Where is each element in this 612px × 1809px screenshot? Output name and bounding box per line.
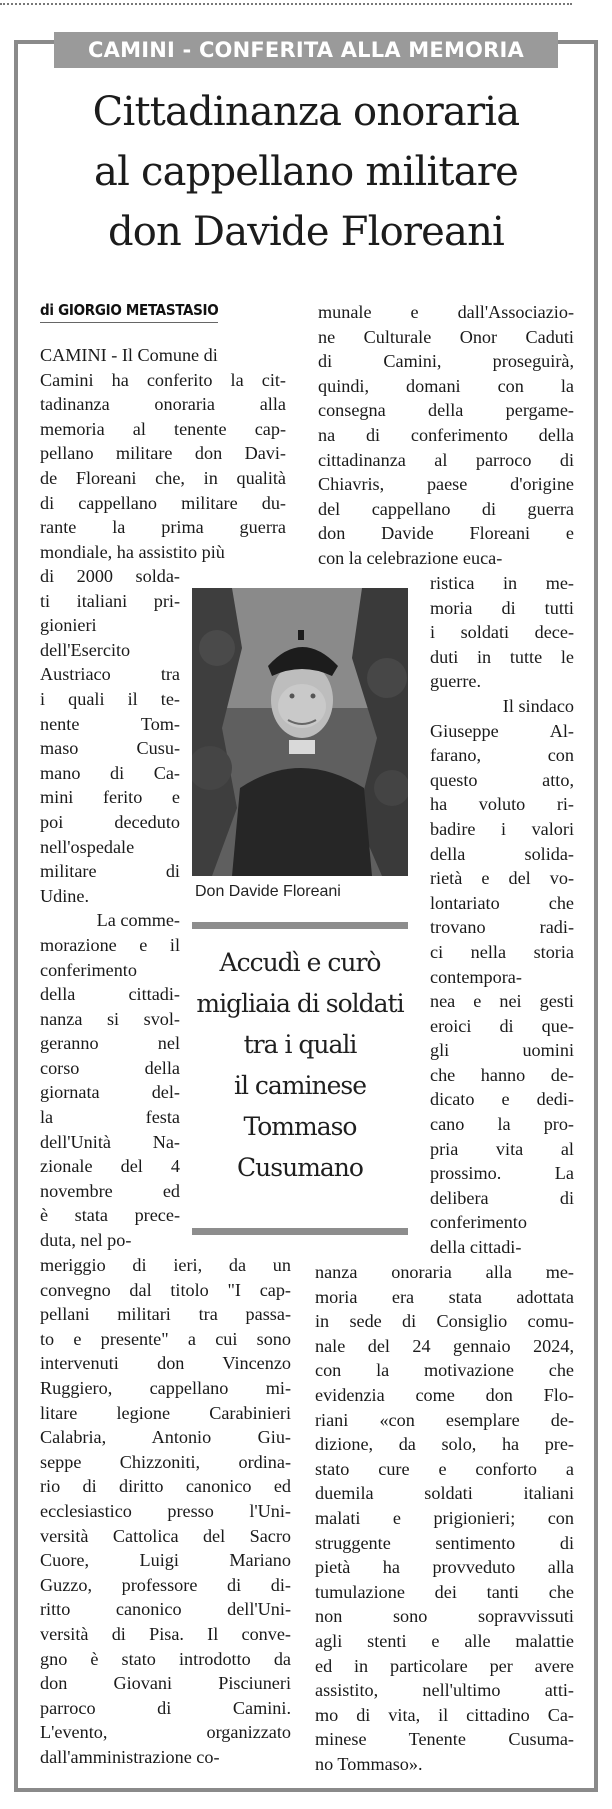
article-line: delibera di — [430, 1187, 574, 1208]
article-line: che hanno de- — [430, 1064, 574, 1085]
article-line: di cappellano militare du- — [40, 492, 286, 513]
pull-quote-line: migliaia di soldati — [196, 989, 404, 1018]
article-line: memoria al tenente cap- — [40, 418, 286, 439]
headline-line: don Davide Floreani — [107, 209, 505, 255]
article-line: tumulazione dei tanti che — [315, 1581, 574, 1602]
column-right-bottom — [315, 1260, 574, 1776]
article-line: litare legione Carabinieri — [40, 1402, 291, 1423]
article-line: badire i valori — [430, 818, 574, 839]
article-line: Camini ha conferito la cit- — [40, 369, 286, 390]
article-line: moria era stata adottata — [315, 1286, 574, 1307]
article-line: Guzzo, professore di di- — [40, 1574, 291, 1595]
pull-quote-rule-top — [192, 922, 408, 929]
article-line: na di conferimento della — [318, 424, 574, 445]
article-line: assistito, nell'ultimo atti- — [315, 1680, 574, 1701]
article-line: ti italiani pri- — [40, 590, 180, 611]
article-line: morazione e il — [40, 934, 180, 955]
article-line: stato cure e conforto a — [315, 1458, 574, 1479]
article-line: intervenuti don Vincenzo — [40, 1353, 291, 1374]
article-line: Udine. — [40, 885, 89, 906]
article-line: cano la pro- — [430, 1114, 574, 1135]
article-line: cittadinanza al parroco di — [318, 449, 574, 470]
column-left-top — [40, 343, 286, 564]
article-line: Giuseppe Al- — [430, 720, 574, 741]
article-line: malati e prigionieri; con — [315, 1507, 574, 1528]
article-line: i quali il te- — [40, 688, 180, 709]
article-line: moria di tutti — [430, 597, 574, 618]
article-line: tadinanza onoraria alla — [40, 394, 286, 415]
article-line: Il sindaco — [502, 695, 574, 716]
article-line: della cittadi- — [430, 1237, 522, 1258]
article-line: non sono sopravvissuti — [315, 1606, 574, 1627]
article-line: novembre ed — [40, 1180, 180, 1201]
article-line: seppe Chizzoniti, ordina- — [40, 1451, 291, 1472]
article-line: dicato e dedi- — [430, 1089, 574, 1110]
article-line: La comme- — [96, 910, 180, 931]
article-line: giornata del- — [40, 1082, 180, 1103]
column-left-narrow — [40, 564, 180, 1253]
article-line: guerre. — [430, 671, 481, 692]
byline: di GIORGIO METASTASIO — [40, 300, 218, 323]
article-line: duti in tutte le — [430, 646, 574, 667]
column-left-bottom — [40, 1253, 291, 1769]
article-line: rio di diritto canonico ed — [40, 1476, 291, 1497]
article-line: gno è stato introdotto da — [40, 1648, 291, 1669]
portrait-photo — [192, 588, 408, 876]
article-line: don Giovani Pisciuneri — [40, 1673, 291, 1694]
article-line: struggente sentimento di — [315, 1532, 574, 1553]
article-line: parroco di Camini. — [40, 1697, 291, 1718]
article-line: in sede di Consiglio comu- — [315, 1311, 574, 1332]
article-line: di Camini, proseguirà, — [318, 351, 574, 372]
headline — [24, 82, 588, 262]
article-line: Austriaco tra — [40, 664, 180, 685]
headline-line: al cappellano militare — [94, 149, 518, 195]
article-line: no Tommaso». — [315, 1753, 423, 1774]
article-line: nente Tom- — [40, 713, 180, 734]
article-line: nell'ospedale — [40, 836, 135, 857]
article-line: Calabria, Antonio Giu- — [40, 1427, 291, 1448]
article-line: i soldati dece- — [430, 622, 574, 643]
article-line: convegno dal titolo "I cap- — [40, 1279, 291, 1300]
article-line: dall'amministrazione co- — [40, 1746, 220, 1767]
article-line: mini ferito e — [40, 787, 180, 808]
article-line: è stata prece- — [40, 1205, 180, 1226]
article-line: consegna della pergame- — [318, 400, 574, 421]
article-line: eroici di que- — [430, 1015, 574, 1036]
article-line: ristica in me- — [430, 573, 574, 593]
article-line: agli stenti e alle malattie — [315, 1630, 574, 1651]
article-line: pellani militari tra passa- — [40, 1304, 291, 1325]
article-line: nea e nei gesti — [430, 991, 574, 1012]
article-line: munale e dall'Associazio- — [318, 302, 574, 322]
article-line: L'evento, organizzato — [40, 1722, 291, 1743]
article-line: versità Cattolica del Sacro — [40, 1525, 291, 1546]
pull-quote-line: Cusumano — [237, 1153, 363, 1182]
article-line: ecclesiastico presso l'Uni- — [40, 1500, 291, 1521]
article-line: ne Culturale Onor Caduti — [318, 326, 574, 347]
article-line: ed in particolare per avere — [315, 1655, 574, 1676]
article-line: gli uomini — [430, 1040, 574, 1061]
article-line: minese Tenente Cusuma- — [315, 1729, 574, 1750]
article-line: ritto canonico dell'Uni- — [40, 1599, 291, 1620]
previous-page-strip — [0, 0, 612, 16]
article-line: pellano militare don Davi- — [40, 443, 286, 464]
article-line: pria vita al — [430, 1138, 574, 1159]
article-line: della cittadi- — [40, 984, 180, 1005]
article-line: nanza si svol- — [40, 1008, 180, 1029]
article-line: prossimo. La — [430, 1163, 574, 1184]
article-line: conferimento — [40, 959, 137, 980]
pull-quote-line: Tommaso — [243, 1112, 357, 1141]
article-line: dell'Esercito — [40, 639, 131, 660]
article-line: rante la prima guerra — [40, 517, 286, 538]
article-line: con la celebrazione euca- — [318, 547, 503, 568]
photo-caption: Don Davide Floreani — [195, 883, 341, 900]
article-line: quindi, domani con la — [318, 375, 574, 396]
article-line: evidenzia come don Flo- — [315, 1384, 574, 1405]
pull-quote — [192, 942, 408, 1188]
column-right-top — [318, 300, 574, 571]
article-line: questo atto, — [430, 769, 574, 790]
article-line: Cuore, Luigi Mariano — [40, 1550, 291, 1571]
column-right-narrow — [430, 571, 574, 1260]
article-line: Chiavris, paese d'origine — [318, 474, 574, 495]
pull-quote-line: Accudì e curò — [219, 948, 381, 977]
article-line: gionieri — [40, 615, 97, 636]
article-line: nale del 24 gennaio 2024, — [315, 1335, 574, 1356]
article-line: to e presente" a cui sono — [40, 1328, 291, 1349]
portrait-image — [192, 588, 408, 876]
article-line: di 2000 solda- — [40, 566, 180, 586]
article-line: contempora- — [430, 966, 522, 987]
article-line: pietà ha provveduto alla — [315, 1557, 574, 1578]
article-line: mondiale, ha assistito più — [40, 541, 225, 562]
article-line: lontariato che — [430, 892, 574, 913]
article-line: duemila soldati italiani — [315, 1483, 574, 1504]
article-line: trovano radi- — [430, 917, 574, 938]
article-line: Ruggiero, cappellano mi- — [40, 1377, 291, 1398]
article-line: rietà e del vo- — [430, 868, 574, 889]
kicker: CAMINI - CONFERITA ALLA MEMORIA — [54, 32, 558, 68]
pull-quote-rule-bottom — [192, 1228, 408, 1235]
pull-quote-line: il caminese — [233, 1071, 367, 1100]
article-line: dizione, da solo, ha pre- — [315, 1434, 574, 1455]
article-line: duta, nel po- — [40, 1230, 132, 1251]
article-line: conferimento — [430, 1212, 527, 1233]
article-line: versità di Pisa. Il conve- — [40, 1623, 291, 1644]
article-line: riani «con esemplare de- — [315, 1409, 574, 1430]
article-line: don Davide Floreani e — [318, 523, 574, 544]
article-line: poi deceduto — [40, 811, 180, 832]
article-line: maso Cusu- — [40, 738, 180, 759]
article-line: della solida- — [430, 843, 574, 864]
article-line: corso della — [40, 1057, 180, 1078]
article-line: ha voluto ri- — [430, 794, 574, 815]
article-line: zionale del 4 — [40, 1156, 180, 1177]
article-line: farano, con — [430, 745, 574, 766]
pull-quote-line: tra i quali — [243, 1030, 357, 1059]
article-line: mano di Ca- — [40, 762, 180, 783]
article-line: nanza onoraria alla me- — [315, 1262, 574, 1282]
article-line: la festa — [40, 1107, 180, 1128]
article-line: CAMINI - Il Comune di — [40, 345, 218, 365]
headline-line: Cittadinanza onoraria — [92, 89, 520, 135]
article-line: militare di — [40, 861, 180, 882]
article-line: del cappellano di guerra — [318, 498, 574, 519]
article-line: con la motivazione che — [315, 1360, 574, 1381]
article-line: dell'Unità Na- — [40, 1131, 180, 1152]
article-line: meriggio di ieri, da un — [40, 1255, 291, 1275]
article-line: ci nella storia — [430, 941, 574, 962]
article-line: mo di vita, il cittadino Ca- — [315, 1704, 574, 1725]
article-line: de Floreani che, in qualità — [40, 467, 286, 488]
article-line: geranno nel — [40, 1033, 180, 1054]
